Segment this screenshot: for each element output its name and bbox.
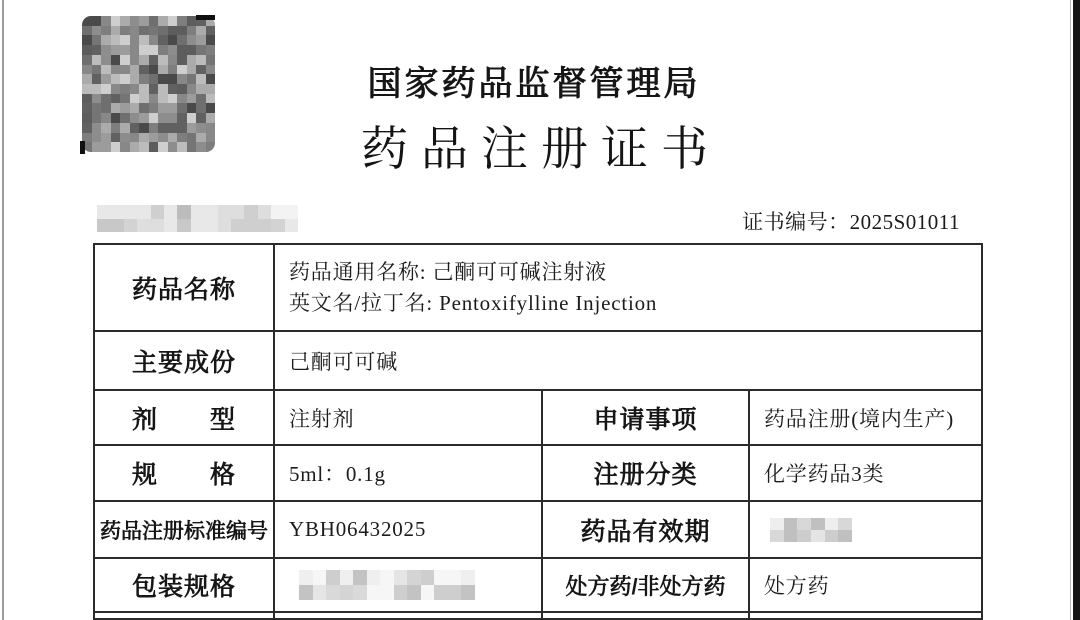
- row-label-specification: 规 格: [95, 446, 273, 500]
- certificate-table: [93, 243, 983, 620]
- row-label-standard-number: 药品注册标准编号: [95, 502, 273, 557]
- row-value-packaging-spec-redacted: [275, 559, 541, 611]
- drug-generic-name: 药品通用名称: 己酮可可碱注射液: [289, 259, 607, 284]
- row-label-registration-class: 注册分类: [543, 446, 748, 500]
- row-value-validity-period-redacted: [750, 502, 981, 557]
- row-value-prescription-type: 处方药: [750, 559, 981, 611]
- row-value-drug-name: [275, 245, 981, 330]
- company-name-redacted: [97, 205, 298, 232]
- certificate-title: 药品注册证书: [361, 124, 721, 176]
- row-value-standard-number: YBH06432025: [275, 502, 541, 557]
- certificate-number-label: 证书编号：: [742, 210, 850, 234]
- issuing-authority: 国家药品监督管理局: [367, 65, 701, 103]
- certificate-number: [742, 206, 960, 236]
- row-label-drug-name: 药品名称: [95, 245, 273, 330]
- row-label-application-matter: 申请事项: [543, 391, 748, 444]
- table-next-row-cutoff: [543, 613, 748, 618]
- row-value-dosage-form: 注射剂: [275, 391, 541, 444]
- row-value-application-matter: 药品注册(境内生产): [750, 391, 981, 444]
- certificate-number-value: 2025S01011: [849, 210, 960, 234]
- drug-english-name: 英文名/拉丁名: Pentoxifylline Injection: [289, 290, 658, 315]
- page-right-black-band: [1073, 0, 1080, 620]
- row-label-prescription-type: 处方药/非处方药: [543, 559, 748, 611]
- table-next-row-cutoff: [275, 613, 541, 618]
- qr-corner-mark: [196, 15, 215, 20]
- packaging-spec-redaction: [299, 570, 475, 600]
- row-label-main-ingredients: 主要成份: [95, 332, 273, 389]
- row-label-packaging-spec: 包装规格: [95, 559, 273, 611]
- table-next-row-cutoff: [95, 613, 273, 618]
- validity-period-redaction: [770, 518, 852, 542]
- row-label-dosage-form: 剂 型: [95, 391, 273, 444]
- row-value-registration-class: 化学药品3类: [750, 446, 981, 500]
- row-label-validity-period: 药品有效期: [543, 502, 748, 557]
- row-value-specification: 5ml：0.1g: [275, 446, 541, 500]
- table-next-row-cutoff: [750, 613, 981, 618]
- page-right-edge-line: [1070, 0, 1071, 620]
- row-value-main-ingredients: 己酮可可碱: [275, 332, 981, 389]
